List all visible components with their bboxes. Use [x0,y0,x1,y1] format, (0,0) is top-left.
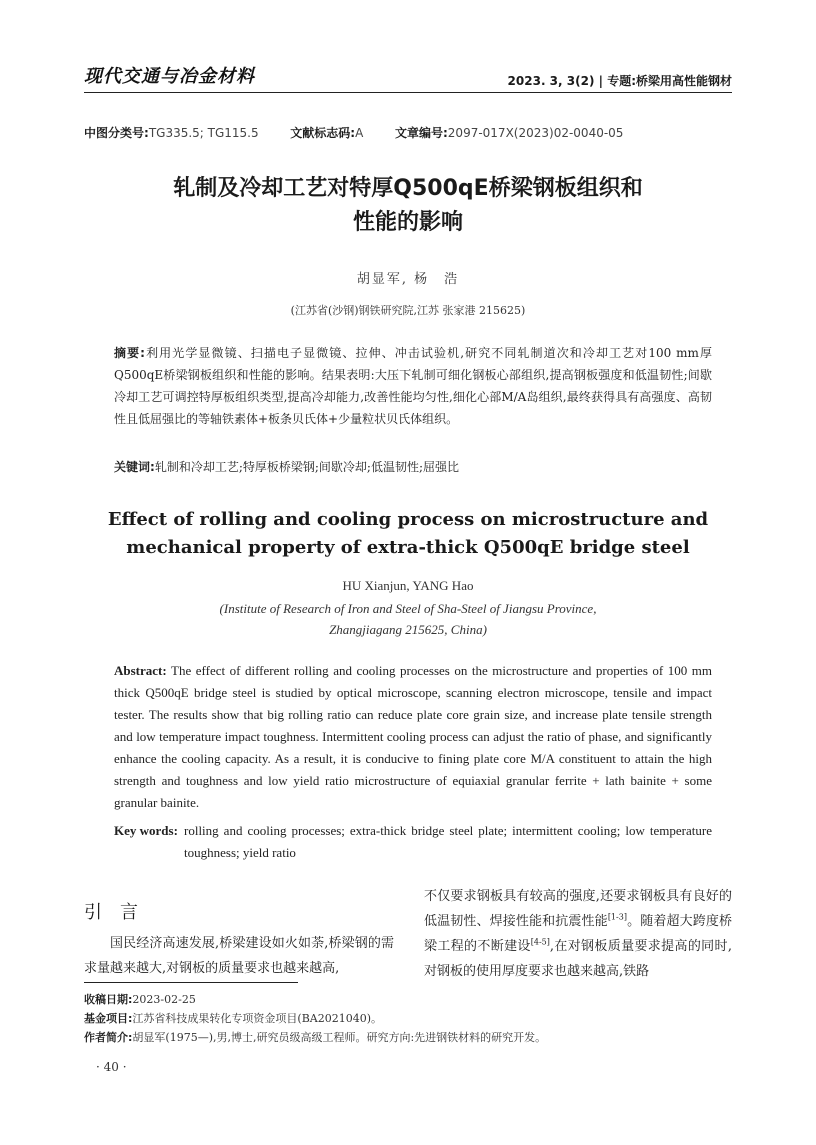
keywords-cn-label: 关键词: [114,460,155,474]
abstract-cn-label: 摘要: [114,346,145,360]
keywords-en-text: rolling and cooling processes; extra-thick bridge steel plate; intermittent cooling; low temperature toughness; yield ratio [184,823,712,860]
doc-code-label: 文献标志码: [290,126,356,140]
authors-english: HU Xianjun, YANG Hao [342,578,474,593]
intro-right-column [424,884,732,984]
affiliation-en-line-1: (Institute of Research of Iron and Steel of Sha-Steel of Jiangsu Province, [219,601,597,616]
received-value: 2023-02-25 [132,993,196,1006]
intro-right-text-3: ,在对钢板质量要求提高的同时,对钢板的使用厚度要求也越来越高,铁路 [424,939,732,979]
clc-label: 中图分类号: [84,126,149,140]
citation-1-3: [1-3] [607,912,627,922]
title-en-line-1: Effect of rolling and cooling process on microstructure and [107,509,709,530]
abstract-english [114,660,712,814]
fund-value: 江苏省科技成果转化专项资金项目(BA2021040)。 [132,1012,383,1025]
affiliation-en-line-2: Zhangjiagang 215625, China) [329,622,487,637]
journal-logo: 现代交通与冶金材料 [84,66,255,87]
clc-value: TG335.5; TG115.5 [148,126,259,140]
header-rule [84,92,732,93]
affiliation-english [84,598,732,640]
affiliation-chinese: (江苏省(沙钢)钢铁研究院,江苏 张家港 215625) [290,304,526,317]
footnote-author [84,1030,546,1046]
authors-chinese: 胡显军, 杨 浩 [356,272,460,287]
footnote-fund [84,1011,382,1027]
classification-line [84,124,623,141]
footnote-rule [84,982,298,983]
title-english [84,506,732,562]
keywords-chinese [114,456,712,478]
abstract-chinese [114,342,712,430]
keywords-en-label: Key words: [114,823,178,838]
header-separator: | [598,74,608,88]
abstract-cn-text: 利用光学显微镜、扫描电子显微镜、拉伸、冲击试验机,研究不同轧制道次和冷却工艺对100 mm厚Q500qE桥梁钢板组织和性能的影响。结果表明:大压下轧制可细化钢板心部组织,提高钢板强度和低温韧性;间歇冷却工艺可调控特厚板组织类型,提高冷却能力,改善性能均匀性,细化心部M/A岛组织,最终获得具有高强度、高韧性且低屈强比的等轴铁素体+板条贝氏体+少量粒状贝氏体组织。 [114,346,712,426]
intro-right-text-1: 不仅要求钢板具有较高的强度,还要求钢板具有良好的低温韧性、焊接性能和抗震性能 [424,889,732,929]
section-heading-introduction: 引言 [84,902,156,923]
abstract-en-label: Abstract: [114,663,167,678]
title-cn-line-2: 性能的影响 [352,210,463,235]
article-no-value: 2097-017X(2023)02-0040-05 [447,126,624,140]
page-number: · 40 · [96,1060,127,1074]
author-label: 作者简介: [84,1031,133,1044]
topic-label: 专题:桥梁用高性能钢材 [607,74,732,88]
title-en-line-2: mechanical property of extra-thick Q500qE bridge steel [126,537,690,558]
author-value: 胡显军(1975—),男,博士,研究员级高级工程师。研究方向:先进钢铁材料的研究开发。 [132,1031,547,1044]
article-no-label: 文章编号: [394,126,448,140]
doc-code-value: A [355,126,364,140]
citation-4-5: [4-5] [530,937,550,947]
issue-info: 2023. 3, 3(2) [507,74,595,88]
title-chinese [84,172,732,240]
fund-label: 基金项目: [84,1012,133,1025]
footnote-received [84,992,196,1008]
intro-left-column: 国民经济高速发展,桥梁建设如火如荼,桥梁钢的需求量越来越大,对钢板的质量要求也越来越高, [84,936,394,976]
title-cn-line-1: 轧制及冷却工艺对特厚Q500qE桥梁钢板组织和 [173,176,643,201]
keywords-cn-text: 轧制和冷却工艺;特厚板桥梁钢;间歇冷却;低温韧性;屈强比 [154,460,459,474]
keywords-english [114,820,712,864]
received-label: 收稿日期: [84,993,133,1006]
running-header [508,72,732,89]
abstract-en-text: The effect of different rolling and cooling processes on the microstructure and properties of 100 mm thick Q500qE bridge steel is studied by optical microscope, scanning electron microscope, tensile and impact tester. The results show that big rolling ratio can reduce plate core grain size, and increase plate tensile strength and low temperature impact toughness. Intermittent cooling process can adjust the ratio of phase, and significantly enhance the cooling capacity. As a result, it is conducive to fining plate core M/A constituent to attain the high strength and toughness and low yield ratio microstructure of equiaxial granular ferrite + lath bainite + some granular bainite. [114,663,713,810]
intro-right-text-2: 。随着超大跨度桥梁工程的不断建设 [424,914,732,954]
